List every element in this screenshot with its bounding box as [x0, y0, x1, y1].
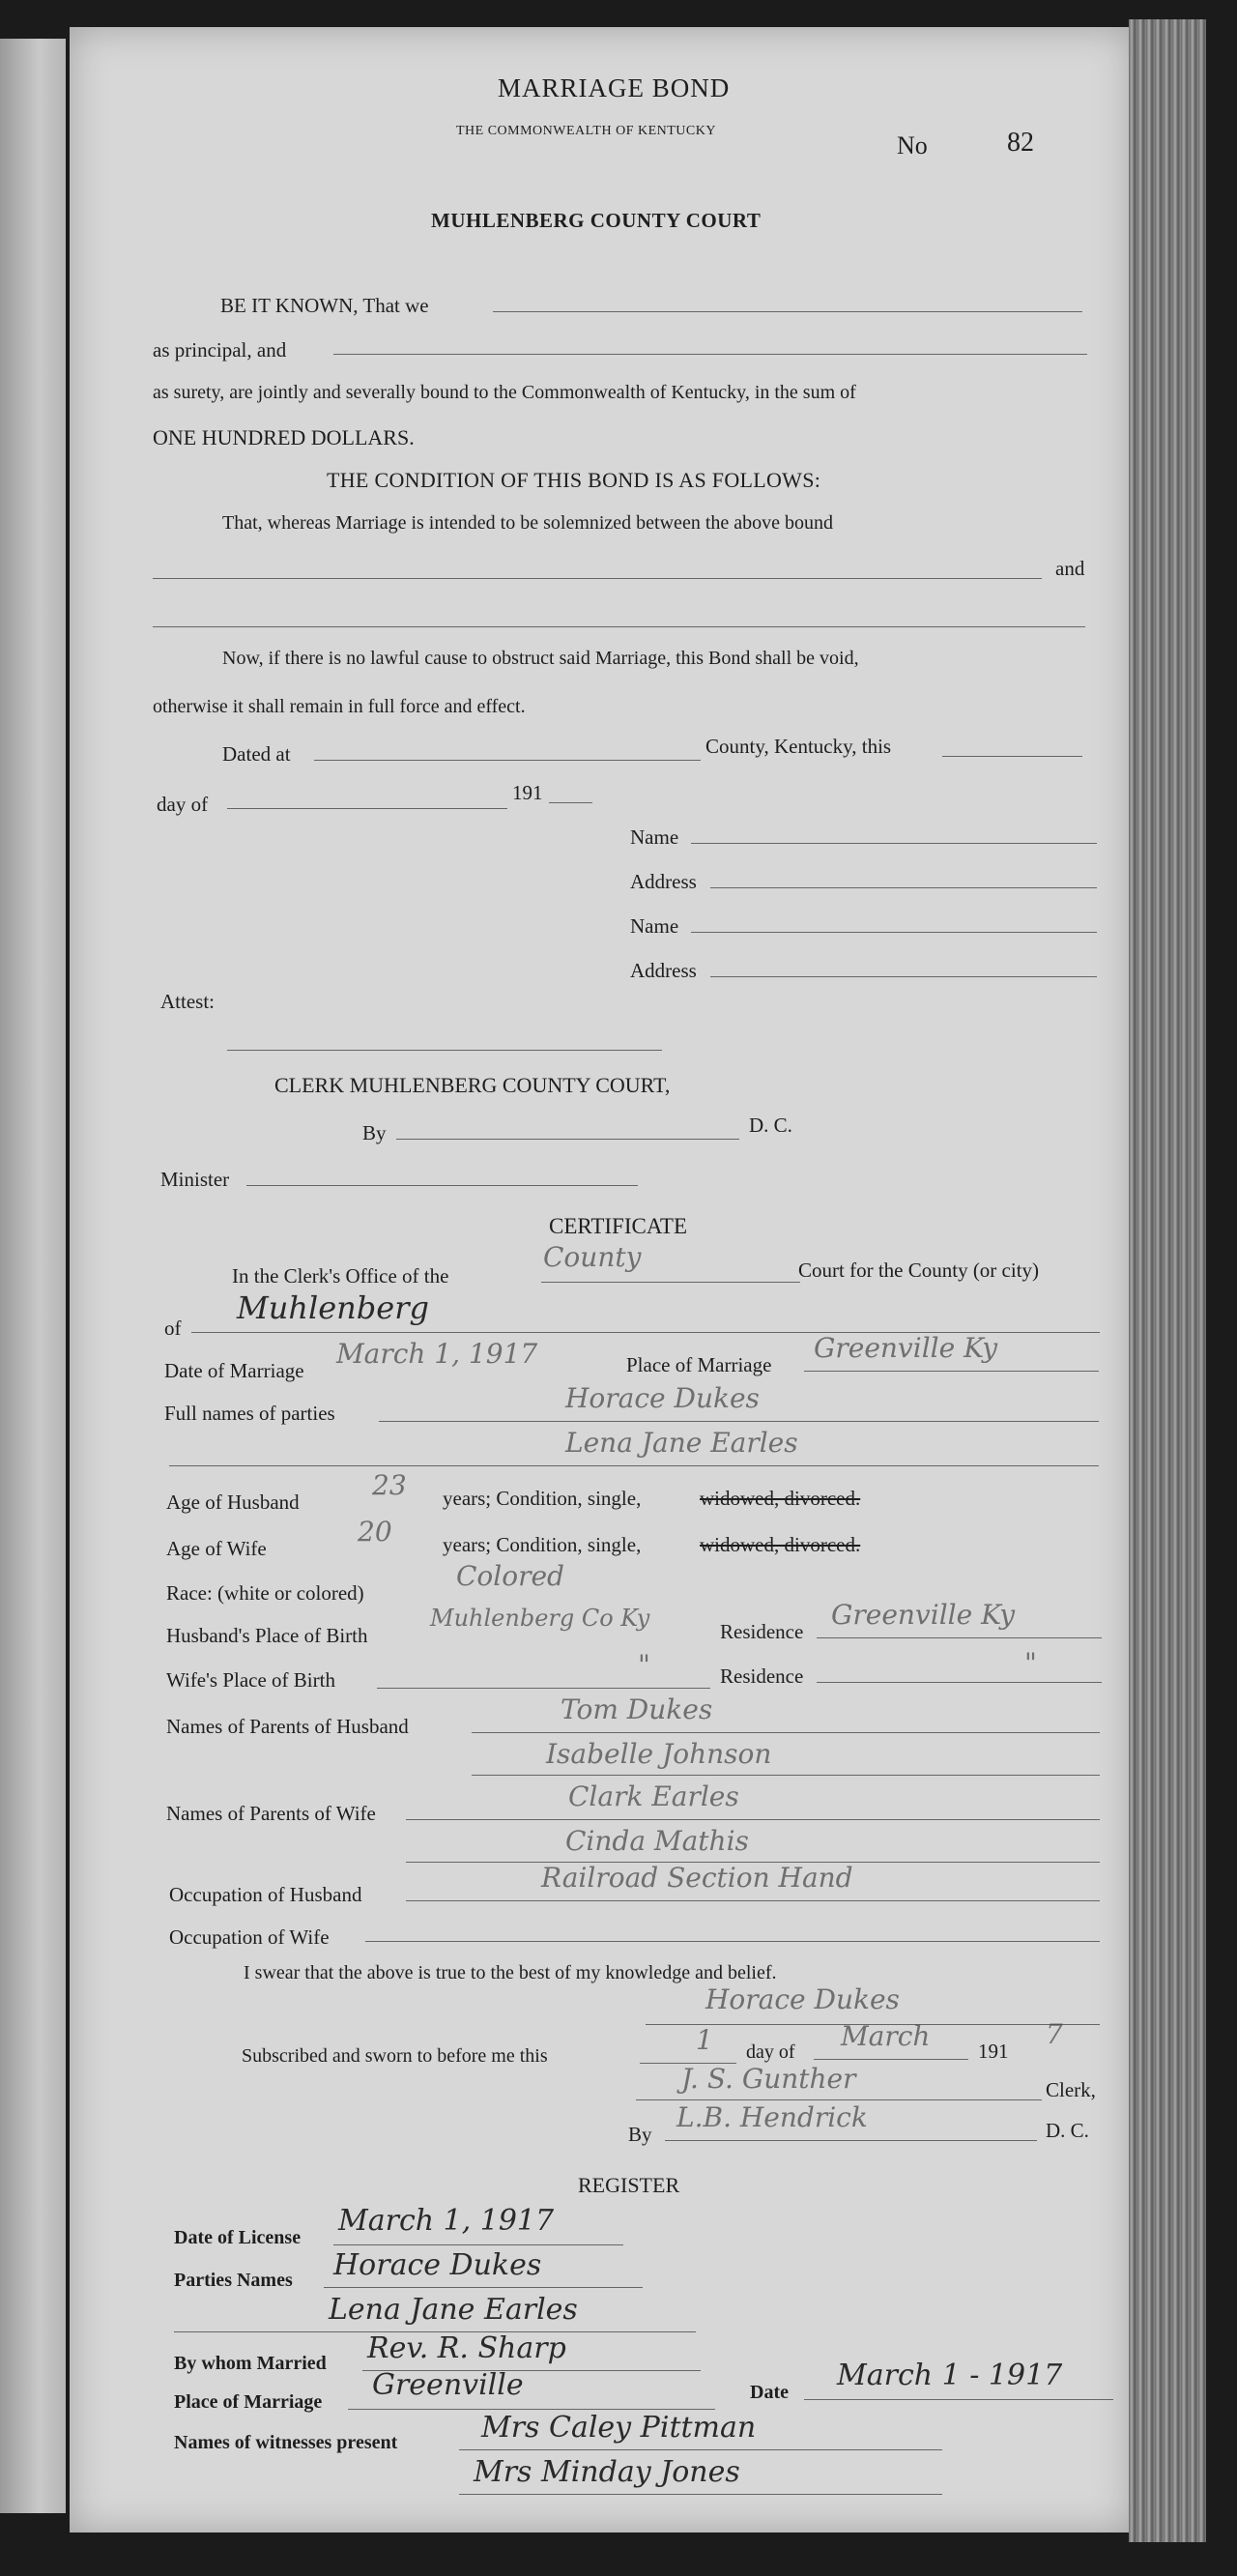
by-label: By: [362, 1121, 387, 1144]
of-label: of: [164, 1317, 182, 1340]
husband-birth-value: Muhlenberg Co Ky: [430, 1605, 650, 1632]
swear-text: I swear that the above is true to the best of my knowledge and belief.: [244, 1962, 777, 1983]
register-place-line: [348, 2409, 715, 2410]
certificate-heading: CERTIFICATE: [549, 1214, 688, 1238]
county-value: Muhlenberg: [237, 1289, 429, 1326]
witness2-line: [459, 2494, 942, 2495]
attest-line: [227, 1050, 662, 1051]
occupation-husband-value: Railroad Section Hand: [541, 1862, 853, 1894]
otherwise-text: otherwise it shall remain in full force and effect.: [153, 696, 526, 717]
register-heading: REGISTER: [578, 2173, 680, 2197]
name-line-2: [691, 932, 1097, 933]
party-signature: Horace Dukes: [705, 1983, 900, 2015]
name-line-1: [691, 843, 1097, 844]
date-of-marriage-label: Date of Marriage: [164, 1359, 304, 1382]
party2-value: Lena Jane Earles: [565, 1427, 798, 1459]
party2-line: [169, 1465, 1099, 1466]
witness2-value: Mrs Minday Jones: [474, 2455, 740, 2489]
day-of-label: day of: [157, 793, 209, 816]
wife-condition-struck: widowed, divorced.: [700, 1533, 861, 1556]
occupation-wife-line: [365, 1941, 1100, 1942]
wife-residence-label: Residence: [720, 1664, 804, 1688]
clerk-signature: J. S. Gunther: [681, 2063, 856, 2095]
witness1-value: Mrs Caley Pittman: [481, 2411, 757, 2445]
sworn-month-value: March: [841, 2020, 931, 2052]
court-for-text: Court for the County (or city): [798, 1259, 1040, 1282]
wife-residence-line: [817, 1682, 1102, 1683]
deputy-line: [665, 2140, 1037, 2141]
by-line: [396, 1139, 739, 1140]
license-date-line: [333, 2244, 623, 2245]
father-husband-value: Tom Dukes: [561, 1693, 713, 1725]
register-date-line: [804, 2399, 1113, 2400]
year-prefix: 191: [512, 781, 543, 804]
address-label-1: Address: [630, 870, 697, 893]
witness1-line: [459, 2449, 942, 2450]
date-of-marriage-value: March 1, 1917: [336, 1338, 538, 1370]
age-husband-value: 23: [372, 1469, 407, 1501]
full-names-label: Full names of parties: [164, 1402, 335, 1425]
clerk-heading: CLERK MUHLENBERG COUNTY COURT,: [274, 1073, 671, 1097]
husband-birth-label: Husband's Place of Birth: [166, 1624, 368, 1647]
license-date-value: March 1, 1917: [338, 2204, 555, 2238]
register-place-label: Place of Marriage: [174, 2391, 323, 2413]
race-value: Colored: [456, 1560, 564, 1592]
husband-residence-value: Greenville Ky: [831, 1599, 1016, 1631]
wife-residence-value: ": [1024, 1647, 1037, 1679]
name-label-2: Name: [630, 914, 679, 938]
register-party2-value: Lena Jane Earles: [329, 2293, 578, 2327]
sworn-by-label: By: [628, 2123, 652, 2146]
address-label-2: Address: [630, 959, 697, 982]
husband-residence-line: [817, 1637, 1102, 1638]
minister-line: [246, 1185, 638, 1186]
father-wife-line: [406, 1819, 1100, 1820]
bond-amount: ONE HUNDRED DOLLARS.: [153, 425, 415, 449]
married-by-label: By whom Married: [174, 2353, 327, 2374]
husband-condition-struck: widowed, divorced.: [700, 1487, 861, 1510]
year-line: [549, 802, 592, 803]
as-principal-text: as principal, and: [153, 338, 287, 362]
race-label: Race: (white or colored): [166, 1581, 364, 1605]
mother-husband-line: [472, 1775, 1100, 1776]
register-date-label: Date: [750, 2382, 789, 2403]
sworn-day-of-text: day of: [746, 2041, 795, 2063]
county-ky-text: County, Kentucky, this: [705, 735, 892, 758]
condition-heading: THE CONDITION OF THIS BOND IS AS FOLLOWS:: [327, 468, 821, 492]
age-husband-label: Age of Husband: [166, 1491, 300, 1514]
parties-line-2: [153, 626, 1085, 627]
parties-line-1: [153, 578, 1042, 579]
date-line: [942, 756, 1082, 757]
husband-condition-text: years; Condition, single,: [443, 1487, 642, 1510]
age-wife-value: 20: [358, 1516, 392, 1548]
minister-label: Minister: [160, 1168, 230, 1191]
number-label: No: [897, 131, 928, 159]
parents-husband-label: Names of Parents of Husband: [166, 1715, 409, 1738]
place-of-marriage-label: Place of Marriage: [626, 1353, 772, 1376]
commonwealth-subtitle: THE COMMONWEALTH OF KENTUCKY: [456, 124, 716, 138]
dated-at-line: [314, 760, 701, 761]
place-line: [804, 1371, 1099, 1372]
party1-value: Horace Dukes: [565, 1382, 760, 1414]
bond-number: 82: [1007, 128, 1034, 158]
clerk-line: [636, 2099, 1042, 2100]
wife-birth-value: ": [638, 1649, 650, 1681]
father-husband-line: [472, 1732, 1100, 1733]
address-line-1: [710, 887, 1097, 888]
principal-line: [493, 311, 1082, 312]
witnesses-label: Names of witnesses present: [174, 2432, 398, 2453]
mother-wife-value: Cinda Mathis: [565, 1825, 749, 1857]
book-edge: [1129, 19, 1206, 2542]
register-date-value: March 1 - 1917: [837, 2359, 1063, 2392]
married-by-value: Rev. R. Sharp: [367, 2331, 566, 2365]
occupation-husband-line: [406, 1900, 1100, 1901]
parents-wife-label: Names of Parents of Wife: [166, 1802, 376, 1825]
register-parties-label: Parties Names: [174, 2270, 293, 2291]
wife-condition-text: years; Condition, single,: [443, 1533, 642, 1556]
husband-residence-label: Residence: [720, 1620, 804, 1643]
sworn-clerk-label: Clerk,: [1046, 2078, 1096, 2101]
surety-line: [333, 354, 1087, 355]
be-it-known-text: BE IT KNOWN, That we: [220, 294, 429, 317]
day-of-line: [227, 808, 507, 809]
attest-label: Attest:: [160, 990, 215, 1013]
father-wife-value: Clark Earles: [568, 1780, 739, 1812]
age-wife-label: Age of Wife: [166, 1537, 267, 1560]
dc-label: D. C.: [749, 1114, 792, 1137]
occupation-husband-label: Occupation of Husband: [169, 1883, 362, 1906]
deputy-signature: L.B. Hendrick: [676, 2101, 868, 2133]
wife-birth-label: Wife's Place of Birth: [166, 1668, 335, 1692]
register-party1-line: [324, 2287, 643, 2288]
and-text: and: [1055, 557, 1085, 580]
now-if-text: Now, if there is no lawful cause to obstruct said Marriage, this Bond shall be void,: [222, 648, 859, 669]
sworn-day-value: 1: [696, 2024, 713, 2056]
court-type-line: [541, 1282, 800, 1283]
sworn-year-prefix: 191: [978, 2040, 1009, 2063]
subscribed-text: Subscribed and sworn to before me this: [242, 2045, 548, 2067]
dated-at-label: Dated at: [222, 742, 291, 766]
mother-husband-value: Isabelle Johnson: [546, 1738, 772, 1770]
license-date-label: Date of License: [174, 2227, 302, 2248]
sworn-year-suffix: 7: [1046, 2018, 1063, 2050]
whereas-text: That, whereas Marriage is intended to be solemnized between the above bound: [222, 512, 834, 534]
surety-text: as surety, are jointly and severally bound to the Commonwealth of Kentucky, in the sum of: [153, 382, 856, 403]
register-place-value: Greenville: [372, 2368, 524, 2402]
wife-birth-line: [377, 1688, 710, 1689]
court-heading: MUHLENBERG COUNTY COURT: [431, 209, 762, 232]
previous-page-edge: [0, 39, 66, 2513]
place-of-marriage-value: Greenville Ky: [814, 1332, 998, 1364]
occupation-wife-label: Occupation of Wife: [169, 1925, 330, 1949]
address-line-2: [710, 976, 1097, 977]
name-label-1: Name: [630, 825, 679, 849]
sworn-dc-label: D. C.: [1046, 2119, 1089, 2142]
clerks-office-text: In the Clerk's Office of the: [232, 1264, 449, 1288]
register-party1-value: Horace Dukes: [333, 2248, 542, 2282]
sworn-month-line: [814, 2059, 968, 2060]
court-type-value: County: [543, 1241, 642, 1273]
party1-line: [379, 1421, 1099, 1422]
bond-title: MARRIAGE BOND: [498, 73, 731, 102]
